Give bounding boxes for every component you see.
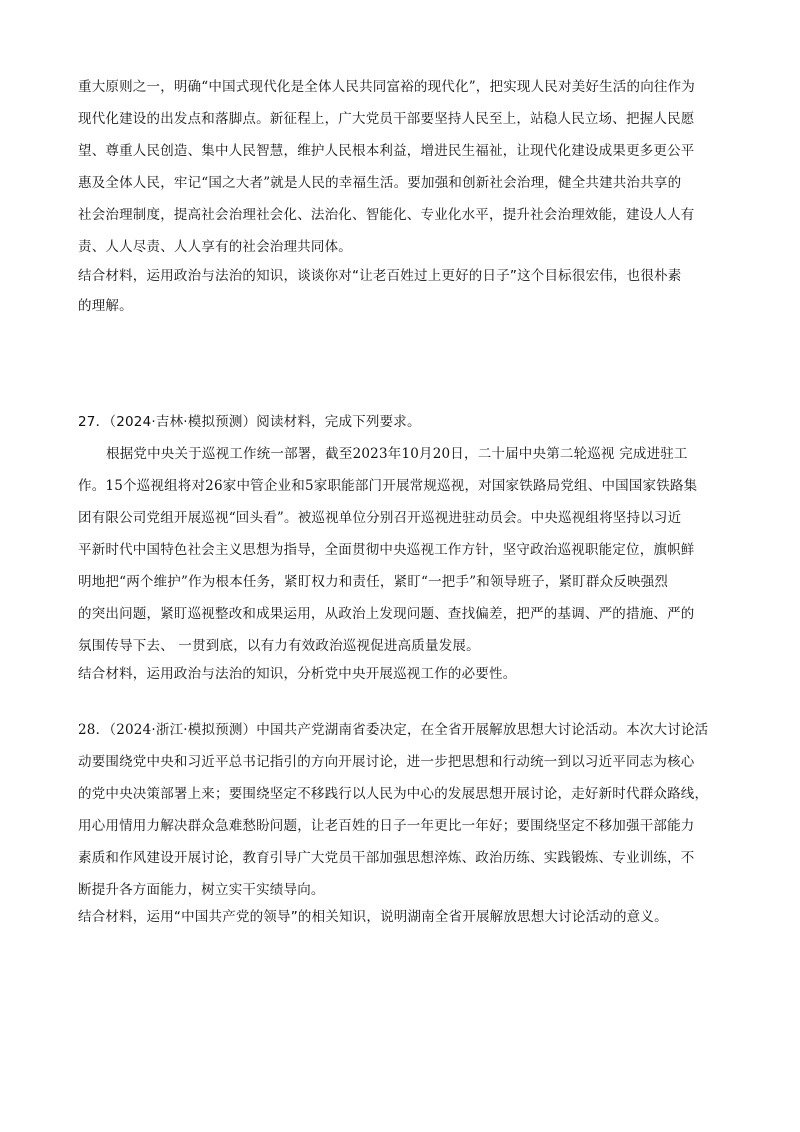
q26-question-line: 结合材料，运用政治与法治的知识，谈谈你对“让老百姓过上更好的日子”这个目标很宏伟，也很朴素 (78, 268, 682, 284)
q28-material-line: 断提升各方面能力，树立实干实绩导向。 (78, 882, 325, 898)
q26-question-line: 的理解。 (78, 298, 133, 314)
q27-material-line: 根据党中央关于巡视工作统一部署，截至2023年10月20日，二十届中央第二轮巡视 完成进驻工 (106, 446, 688, 462)
q28-material-line: 用心用情用力解决群众急难愁盼问题，让老百姓的日子一年更比一年好；要围绕坚定不移加强干部能力 (78, 818, 695, 834)
q27-material-line: 的突出问题，紧盯巡视整改和成果运用，从政治上发现问题、查找偏差，把严的基调、严的措施、严的 (78, 606, 695, 622)
q27-question: 结合材料，运用政治与法治的知识，分析党中央开展巡视工作的必要性。 (78, 666, 517, 682)
q26-material-line: 重大原则之一，明确“中国式现代化是全体人民共同富裕的现代化”，把实现人民对美好生活的向往作为 (78, 79, 696, 95)
q27-material-line: 氛围传导下去、 一贯到底，以有力有效政治巡视促进高质量发展。 (78, 638, 480, 654)
q26-material-line: 社会治理制度，提高社会治理社会化、法治化、智能化、专业化水平，提升社会治理效能，建设人人有 (78, 207, 695, 223)
q26-material-line: 望、尊重人民创造、集中人民智慧，维护人民根本利益，增进民生福祉，让现代化建设成果更多更公平 (78, 143, 695, 159)
q27-material-line: 团有限公司党组开展巡视“回头看”。被巡视单位分别召开巡视进驻动员会。中央巡视组将坚持以习近 (78, 510, 682, 526)
q28-material-line: 的党中央决策部署上来；要围绕坚定不移践行以人民为中心的发展思想开展讨论，走好新时代群众路线， (78, 786, 709, 802)
q28-material-line: 28．（2024·浙江·模拟预测）中国共产党湖南省委决定，在全省开展解放思想大讨论活动。本次大讨论活 (78, 722, 709, 738)
q27-material-line: 平新时代中国特色社会主义思想为指导，全面贯彻中央巡视工作方针，坚守政治巡视职能定位，旗帜鲜 (78, 542, 695, 558)
q26-material-line: 惠及全体人民，牢记“国之大者”就是人民的幸福生活。要加强和创新社会治理，健全共建共治共享的 (78, 175, 682, 191)
q27-material-line: 作。15个巡视组将对26家中管企业和5家职能部门开展常规巡视，对国家铁路局党组、中国国家铁路集 (78, 478, 698, 494)
q28-question: 结合材料，运用“中国共产党的领导”的相关知识，说明湖南全省开展解放思想大讨论活动的意义。 (78, 909, 668, 925)
q27-material-line: 明地把“两个维护”作为根本任务，紧盯权力和责任，紧盯“一把手”和领导班子，紧盯群众反映强烈 (78, 574, 669, 590)
q26-material-line: 现代化建设的出发点和落脚点。新征程上，广大党员干部要坚持人民至上，站稳人民立场、把握人民愿 (78, 111, 695, 127)
q28-material-line: 素质和作风建设开展讨论，教育引导广大党员干部加强思想淬炼、政治历练、实践锻炼、专业训练，不 (78, 850, 695, 866)
q27-header: 27．（2024·吉林·模拟预测）阅读材料，完成下列要求。 (78, 414, 421, 430)
q28-material-line: 动要围绕党中央和习近平总书记指引的方向开展讨论，进一步把思想和行动统一到以习近平同志为核心 (78, 754, 695, 770)
q26-material-line: 责、人人尽责、人人享有的社会治理共同体。 (78, 239, 352, 255)
